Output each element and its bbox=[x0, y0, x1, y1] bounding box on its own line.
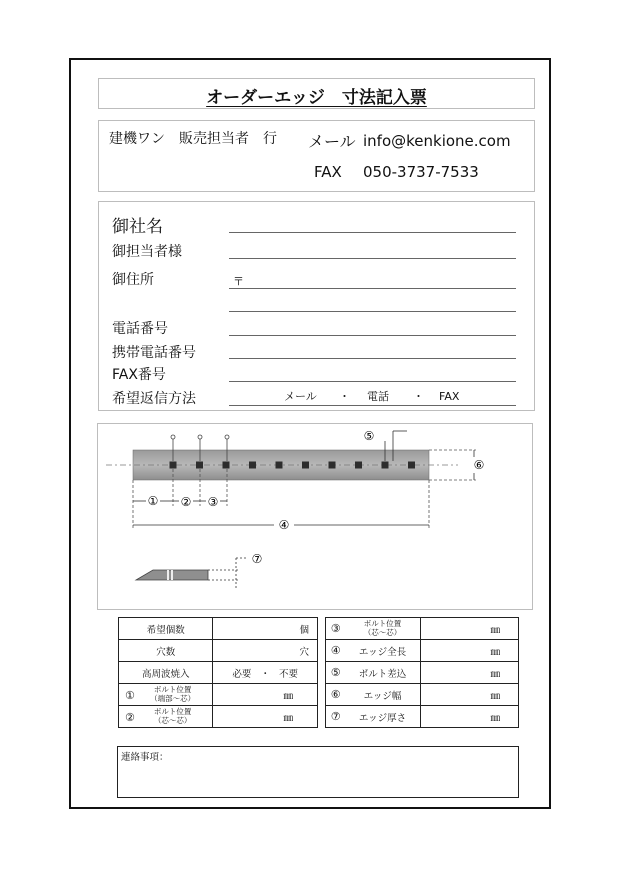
contact-person-label: 御担当者様 bbox=[112, 244, 182, 260]
hole-count-field[interactable] bbox=[213, 640, 318, 662]
label-line-1: ボルト位置 bbox=[153, 685, 192, 694]
num-7: ⑦ bbox=[326, 706, 346, 728]
notes-label: 連絡事項： bbox=[121, 752, 169, 763]
bolt-insert-label: ボルト差込 bbox=[345, 662, 420, 684]
table-row bbox=[326, 640, 519, 662]
address-label: 御住所 bbox=[112, 272, 154, 288]
unit-label: ㎜ bbox=[490, 668, 500, 680]
reply-option-fax[interactable]: FAX bbox=[439, 390, 460, 403]
recipient-label: 建機ワン 販売担当者 行 bbox=[109, 131, 277, 147]
table-row bbox=[326, 618, 519, 640]
num-2: ② bbox=[125, 711, 135, 724]
unit-label: ㎜ bbox=[490, 690, 500, 702]
hardening-separator: ・ bbox=[260, 668, 270, 680]
edge-thickness-field[interactable] bbox=[420, 706, 518, 728]
fax-number-label: FAX番号 bbox=[112, 367, 166, 383]
fax-number-field[interactable] bbox=[229, 381, 516, 382]
bolt-hole bbox=[329, 462, 336, 469]
mail-address[interactable]: info@kenkione.com bbox=[363, 132, 511, 150]
hole-count-label: 穴数 bbox=[119, 640, 213, 662]
bolt-hole bbox=[302, 462, 309, 469]
table-row bbox=[326, 684, 519, 706]
spec-table-right bbox=[325, 617, 519, 728]
edge-width-field[interactable] bbox=[420, 684, 518, 706]
spec-table-left bbox=[118, 617, 318, 728]
bolt-hole bbox=[223, 462, 230, 469]
bolt-hole bbox=[170, 462, 177, 469]
bolt-hole bbox=[249, 462, 256, 469]
postal-mark: 〒 bbox=[233, 275, 244, 288]
mobile-field[interactable] bbox=[229, 358, 516, 359]
table-row bbox=[119, 706, 318, 728]
hardening-option-required[interactable]: 必要 bbox=[232, 668, 252, 680]
unit-label: ㎜ bbox=[283, 712, 293, 724]
quantity-field[interactable] bbox=[213, 618, 318, 640]
hardening-option-not-required[interactable]: 不要 bbox=[279, 668, 299, 680]
company-field[interactable] bbox=[229, 232, 516, 233]
table-row bbox=[326, 706, 519, 728]
num-5: ⑤ bbox=[326, 662, 346, 684]
bolt-pos-3-field[interactable] bbox=[420, 618, 518, 640]
table-row bbox=[119, 684, 318, 706]
edge-width-label: エッジ幅 bbox=[345, 684, 420, 706]
title-box bbox=[98, 78, 535, 109]
num-6: ⑥ bbox=[326, 684, 346, 706]
unit-label: ㎜ bbox=[490, 624, 500, 636]
unit-label: ㎜ bbox=[490, 712, 500, 724]
thickness-dimension bbox=[208, 558, 248, 590]
edge-length-label: エッジ全長 bbox=[345, 640, 420, 662]
num-4: ④ bbox=[326, 640, 346, 662]
reply-separator: ・ bbox=[413, 390, 424, 403]
quantity-label: 希望個数 bbox=[119, 618, 213, 640]
bolt-hole bbox=[408, 462, 415, 469]
fax-label: FAX bbox=[314, 163, 342, 181]
reply-option-phone[interactable]: 電話 bbox=[367, 390, 389, 403]
hardening-label: 高周波焼入 bbox=[119, 662, 213, 684]
unit-label: 個 bbox=[299, 624, 309, 636]
reply-option-mail[interactable]: メール bbox=[284, 390, 317, 403]
bolt-hole bbox=[276, 462, 283, 469]
unit-label: 穴 bbox=[299, 646, 309, 658]
edge-thickness-label: エッジ厚さ bbox=[345, 706, 420, 728]
page-title: オーダーエッジ 寸法記入票 bbox=[206, 88, 427, 108]
bolt-hole bbox=[196, 462, 203, 469]
unit-label: ㎜ bbox=[490, 646, 500, 658]
hardening-field[interactable] bbox=[213, 662, 318, 684]
bolt-pos-3-label bbox=[345, 618, 420, 640]
bolt-pos-1-label bbox=[119, 684, 213, 706]
label-line-1: ボルト位置 bbox=[153, 707, 192, 716]
bolt-hole bbox=[355, 462, 362, 469]
marker-1: ① bbox=[147, 494, 159, 508]
table-row bbox=[119, 640, 318, 662]
mobile-label: 携帯電話番号 bbox=[112, 345, 196, 361]
marker-6: ⑥ bbox=[473, 458, 485, 472]
marker-2: ② bbox=[180, 495, 192, 509]
label-line-2: （芯～芯） bbox=[363, 628, 402, 637]
destination-box bbox=[98, 120, 535, 192]
reply-method-label: 希望返信方法 bbox=[112, 391, 196, 407]
table-row bbox=[119, 618, 318, 640]
edge-diagram-box bbox=[97, 423, 533, 610]
company-label: 御社名 bbox=[112, 217, 163, 237]
marker-7: ⑦ bbox=[251, 552, 263, 566]
phone-field[interactable] bbox=[229, 335, 516, 336]
fax-number: 050-3737-7533 bbox=[363, 163, 479, 181]
marker-5: ⑤ bbox=[363, 429, 375, 443]
bolt-pos-1-field[interactable] bbox=[213, 684, 318, 706]
address-field-2[interactable] bbox=[229, 311, 516, 312]
table-row bbox=[119, 662, 318, 684]
notes-field[interactable] bbox=[117, 746, 519, 798]
num-1: ① bbox=[125, 689, 135, 702]
bolt-pos-2-field[interactable] bbox=[213, 706, 318, 728]
mail-label: メール bbox=[308, 132, 356, 151]
unit-label: ㎜ bbox=[283, 690, 293, 702]
marker-4: ④ bbox=[278, 518, 290, 532]
label-line-2: （端部～芯） bbox=[150, 694, 196, 703]
edge-length-field[interactable] bbox=[420, 640, 518, 662]
reply-separator: ・ bbox=[339, 390, 350, 403]
reply-method-field[interactable] bbox=[229, 405, 516, 406]
marker-3: ③ bbox=[207, 495, 219, 509]
phone-label: 電話番号 bbox=[112, 321, 168, 337]
num-3: ③ bbox=[326, 618, 346, 640]
bolt-hole bbox=[382, 462, 389, 469]
edge-diagram bbox=[98, 424, 534, 611]
table-row bbox=[326, 662, 519, 684]
customer-info-box bbox=[98, 201, 535, 411]
label-line-1: ボルト位置 bbox=[363, 619, 402, 628]
label-line-2: （芯～芯） bbox=[153, 716, 192, 725]
bolt-pos-2-label bbox=[119, 706, 213, 728]
bolt-insert-field[interactable] bbox=[420, 662, 518, 684]
contact-person-field[interactable] bbox=[229, 258, 516, 259]
address-field-1[interactable] bbox=[229, 288, 516, 289]
